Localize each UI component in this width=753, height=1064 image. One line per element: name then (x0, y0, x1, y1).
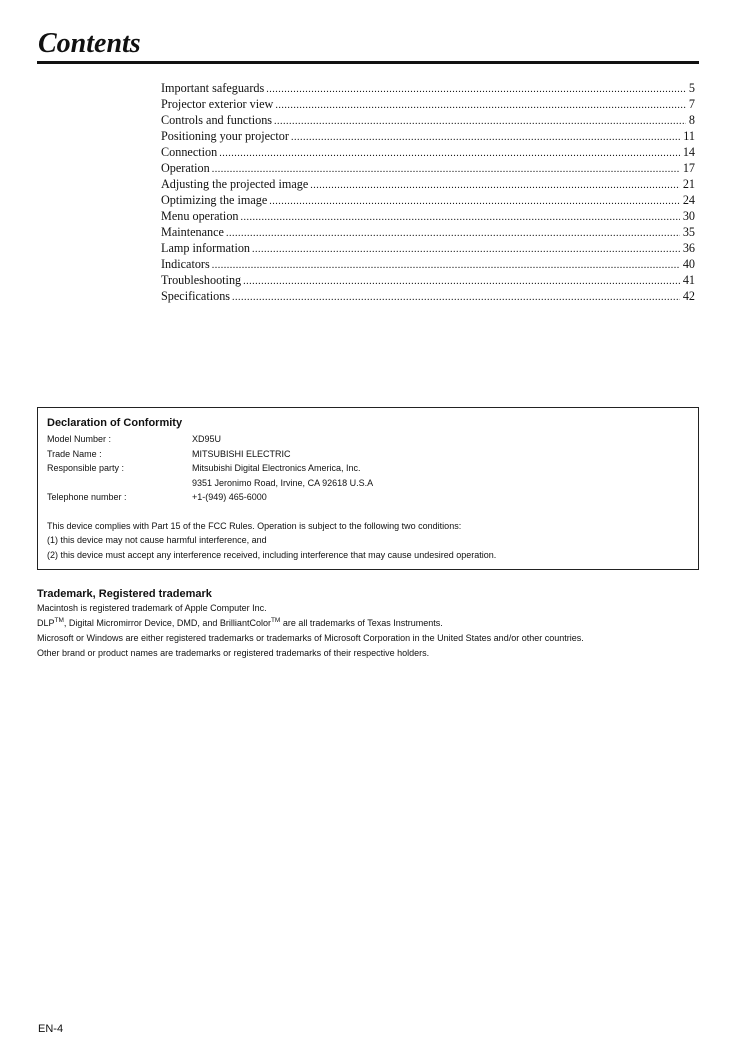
toc-entry-label: Controls and functions (161, 113, 273, 127)
toc-entry-label: Important safeguards (161, 81, 265, 95)
toc-entry[interactable] (161, 128, 695, 144)
toc-entry[interactable] (161, 160, 695, 176)
toc-entry[interactable] (161, 144, 695, 160)
toc-entry-label: Connection (161, 145, 218, 159)
toc-entry-page: 17 (682, 161, 695, 175)
toc-entry-page: 7 (688, 97, 695, 111)
responsible-party-label: Responsible party : (47, 463, 125, 473)
toc-leader-dots (212, 258, 680, 274)
toc-entry-page: 24 (682, 193, 695, 207)
page-title: Contents (38, 28, 141, 59)
toc-entry[interactable] (161, 80, 695, 96)
telephone-value: +1-(949) 465-6000 (192, 492, 267, 502)
trademark-line: Microsoft or Windows are either registered trademarks or trademarks of Microsoft Corporation in the United States and/or other countries. (37, 633, 584, 643)
toc-entry-page: 30 (682, 209, 695, 223)
model-number-value: XD95U (192, 434, 222, 444)
trade-name-row (47, 447, 689, 462)
responsible-party-value (192, 461, 689, 490)
responsible-party-name: Mitsubishi Digital Electronics America, Inc. (192, 463, 361, 473)
table-of-contents (161, 80, 695, 304)
toc-entry-page: 21 (682, 177, 695, 191)
spacer (47, 505, 689, 519)
trademark-line: Macintosh is registered trademark of Apple Computer Inc. (37, 603, 267, 613)
toc-entry-label: Operation (161, 161, 210, 175)
fcc-statement: This device complies with Part 15 of the FCC Rules. Operation is subject to the following two conditions: (47, 520, 462, 531)
telephone-row (47, 490, 689, 505)
toc-leader-dots (275, 98, 686, 114)
toc-entry[interactable] (161, 96, 695, 112)
toc-entry-label: Lamp information (161, 241, 251, 255)
toc-entry-label: Projector exterior view (161, 97, 274, 111)
trademark-section (37, 587, 699, 661)
telephone-label: Telephone number : (47, 492, 127, 502)
declaration-heading: Declaration of Conformity (47, 417, 183, 429)
toc-leader-dots (310, 178, 680, 194)
toc-entry[interactable] (161, 176, 695, 192)
page-number: EN-4 (38, 1023, 64, 1035)
trademark-symbol: TM (54, 617, 64, 624)
toc-entry[interactable] (161, 256, 695, 272)
declaration-of-conformity-box (37, 407, 699, 570)
toc-entry-label: Adjusting the projected image (161, 177, 309, 191)
toc-entry-page: 41 (682, 273, 695, 287)
toc-entry[interactable] (161, 192, 695, 208)
model-number-label: Model Number : (47, 434, 112, 444)
toc-leader-dots (243, 274, 680, 290)
toc-entry[interactable] (161, 240, 695, 256)
toc-entry[interactable] (161, 112, 695, 128)
responsible-party-address: 9351 Jeronimo Road, Irvine, CA 92618 U.S.A (192, 477, 374, 488)
responsible-party-row (47, 461, 689, 490)
toc-entry-page: 42 (682, 289, 695, 303)
fcc-condition-1: (1) this device may not cause harmful interference, and (47, 535, 267, 545)
trademark-text: , Digital Micromirror Device, DMD, and BrilliantColor (63, 618, 271, 628)
toc-entry-page: 8 (688, 113, 695, 127)
toc-entry-label: Maintenance (161, 225, 224, 239)
toc-leader-dots (291, 130, 680, 146)
toc-leader-dots (266, 82, 686, 98)
trademark-heading: Trademark, Registered trademark (37, 588, 212, 600)
toc-entry-label: Positioning your projector (161, 129, 289, 143)
toc-entry-label: Indicators (161, 257, 210, 271)
toc-entry-page: 36 (682, 241, 695, 255)
toc-entry[interactable] (161, 208, 695, 224)
toc-leader-dots (269, 194, 680, 210)
toc-entry-label: Troubleshooting (161, 273, 242, 287)
toc-entry[interactable] (161, 224, 695, 240)
toc-leader-dots (274, 114, 686, 130)
trade-name-label: Trade Name : (47, 448, 102, 459)
toc-entry-page: 35 (682, 225, 695, 239)
toc-entry-label: Optimizing the image (161, 193, 268, 207)
toc-entry[interactable] (161, 288, 695, 304)
toc-entry-page: 14 (682, 145, 695, 159)
toc-leader-dots (219, 146, 680, 162)
toc-leader-dots (232, 290, 680, 306)
toc-leader-dots (226, 226, 680, 242)
trademark-line (37, 616, 699, 631)
trademark-text: DLP (37, 618, 55, 628)
toc-entry-page: 40 (682, 257, 695, 271)
trademark-text: are all trademarks of Texas Instruments. (280, 618, 443, 628)
model-number-row (47, 432, 689, 447)
title-rule (37, 61, 699, 64)
toc-leader-dots (241, 210, 680, 226)
trademark-symbol: TM (270, 617, 281, 624)
toc-entry-page: 5 (688, 81, 695, 95)
toc-leader-dots (252, 242, 680, 258)
trade-name-value: MITSUBISHI ELECTRIC (192, 448, 291, 459)
toc-entry-page: 11 (683, 129, 695, 143)
toc-entry-label: Menu operation (161, 209, 239, 223)
fcc-condition-2: (2) this device must accept any interference received, including interference that may cause undesired operation. (47, 549, 497, 560)
toc-entry-label: Specifications (161, 289, 231, 303)
toc-entry[interactable] (161, 272, 695, 288)
trademark-line: Other brand or product names are trademarks or registered trademarks of their respective holders. (37, 648, 430, 658)
